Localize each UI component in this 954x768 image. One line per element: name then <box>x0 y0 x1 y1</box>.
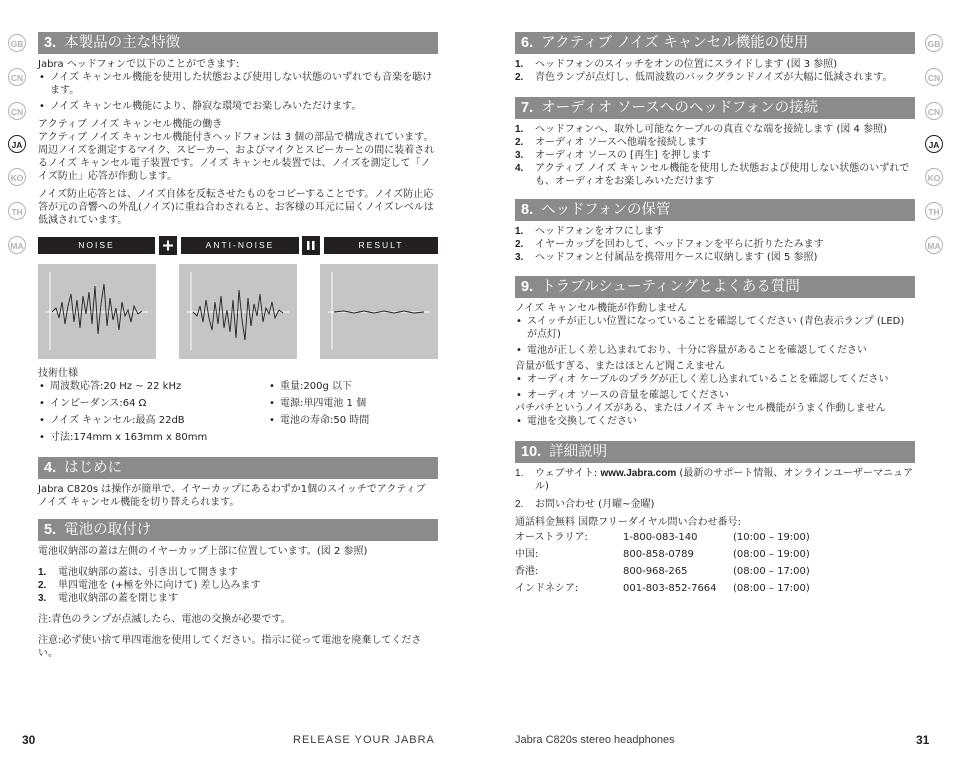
section-4-header: 4. はじめに <box>38 457 438 479</box>
s3-bullet: • ノイズ キャンセル機能により、静寂な環境でお楽しみいただけます。 <box>38 100 438 113</box>
faq-question: パチパチというノイズがある、またはノイズ キャンセル機能がうまく作動しません <box>515 403 886 414</box>
hotline-row: オーストラリア: 1-800-083-140 (10:00 – 19:00) <box>515 532 810 543</box>
s3-p2: ノイズ防止応答とは、ノイズ自体を反転させたものをコピーすることです。ノイズ防止応答が元の音響への外乱(ノイズ)に重ね合わされると、お客様の耳元に届くノイズレベルは低減されています。 <box>38 189 434 226</box>
page-number-right: 31 <box>916 733 930 747</box>
pause-icon <box>302 236 320 255</box>
s7-step: 1. ヘッドフォンへ、取外し可能なケーブルの真直ぐな端を接続します (図 4 参照) <box>515 124 888 135</box>
s8-step: 1. ヘッドフォンをオフにします <box>515 226 664 237</box>
lang-tab-ko[interactable]: KO <box>8 168 26 186</box>
spec-item: • 電源:単四電池 1 個 <box>268 397 369 410</box>
s4-paragraph: Jabra C820s は操作が簡単で、イヤーカップにあるわずか1個のスイッチでアクティブ ノイズ キャンセル機能を切り替えられます。 <box>38 484 426 508</box>
s7-step: 4. アクティブ ノイズ キャンセル機能を使用した状態および使用しない状態のいずれでも、オーディオをお楽しみいただけます <box>515 163 910 187</box>
section-10-header: 10. 詳細説明 <box>515 441 915 463</box>
spec-item: • 重量:200g 以下 <box>268 380 369 393</box>
lang-tab-ko-right[interactable]: KO <box>925 168 943 186</box>
section-8-header: 8. ヘッドフォンの保管 <box>515 199 915 221</box>
page-number-left: 30 <box>22 733 36 747</box>
lang-tab-gb[interactable]: GB <box>8 34 26 52</box>
s5-caution: 注意:必ず使い捨て単四電池を使用してください。指示に従って電池を廃棄してください。 <box>38 635 422 659</box>
s3-p1: アクティブ ノイズ キャンセル機能付きヘッドフォンは 3 個の部品で構成されています。周辺ノイズを測定するマイク、スピーカー、およびマイクとスピーカーとの間に装着されるノイズ キャンセル電子装置です。ノイズ キャンセル装置では、ノイズを測定して「ノイズ防止」応答が作動します。 <box>38 132 435 182</box>
faq-question: 音量が低すぎる、またはほとんど聞こえません <box>515 361 725 372</box>
hotline-title: 通話料金無料 国際フリーダイヤル問い合わせ番号: <box>515 517 741 528</box>
lang-tab-ma-right[interactable]: MA <box>925 236 943 254</box>
lang-tab-ma[interactable]: MA <box>8 236 26 254</box>
plus-icon <box>159 236 177 255</box>
hotline-row: 中国: 800-858-0789 (08:00 – 19:00) <box>515 549 810 560</box>
section-9-header: 9. トラブルシューティングとよくある質問 <box>515 276 915 298</box>
s10-item: 1. ウェブサイト: www.Jabra.com (最新のサポート情報、オンラインユーザーマニュアル) <box>515 468 914 492</box>
s5-note: 注:青色のランプが点滅したら、電池の交換が必要です。 <box>38 614 291 625</box>
noise-waveform <box>38 264 156 359</box>
lang-tab-cn[interactable]: CN <box>8 68 26 86</box>
hotline-row: インドネシア: 001-803-852-7664 (08:00 – 17:00) <box>515 583 810 594</box>
s7-step: 3. オーディオ ソースの [再生] を押します <box>515 150 712 161</box>
faq-answer: • 電池を交換してください <box>515 415 915 428</box>
s5-paragraph: 電池収納部の蓋は左側のイヤーカップ上部に位置しています。(図 2 参照) <box>38 546 368 557</box>
faq-question: ノイズ キャンセル機能が作動しません <box>515 303 688 314</box>
lang-tab-ja[interactable]: JA <box>8 135 26 153</box>
section-5-header: 5. 電池の取付け <box>38 519 438 541</box>
result-waveform <box>320 264 438 359</box>
s8-step: 3. ヘッドフォンと付属品を携帯用ケースに収納します (図 5 参照) <box>515 252 818 263</box>
spec-item: • ノイズ キャンセル:最高 22dB <box>38 414 268 427</box>
hotline-row: 香港: 800-968-265 (08:00 – 17:00) <box>515 566 810 577</box>
footer-right: Jabra C820s stereo headphones <box>515 734 675 746</box>
anti-noise-waveform <box>179 264 297 359</box>
s3-intro: Jabra ヘッドフォンで以下のことができます: <box>38 59 240 70</box>
spec-item: • インピーダンス:64 Ω <box>38 397 268 410</box>
s5-step: 1. 電池収納部の蓋は、引き出して開きます <box>38 567 238 578</box>
hotline-table <box>515 529 915 597</box>
section-3-header: 3. 本製品の主な特徴 <box>38 32 438 54</box>
specs-list <box>38 380 438 444</box>
lang-tab-th-right[interactable]: TH <box>925 202 943 220</box>
result-label: RESULT <box>324 237 438 254</box>
lang-tab-gb-right[interactable]: GB <box>925 34 943 52</box>
left-page <box>38 32 438 660</box>
faq-answer: • スイッチが正しい位置になっていることを確認してください (青色表示ランプ (LED) が点灯) <box>515 315 915 341</box>
spec-item: • 周波数応答:20 Hz ~ 22 kHz <box>38 380 268 393</box>
s8-step: 2. イヤーカップを回わして、ヘッドフォンを平らに折りたたみます <box>515 239 824 250</box>
faq-answer: • オーディオ ケーブルのプラグが正しく差し込まれていることを確認してください <box>515 373 915 386</box>
right-page <box>515 32 915 597</box>
faq-answer: • 電池が正しく差し込まれており、十分に容量があることを確認してください <box>515 344 915 357</box>
lang-tab-cn-2[interactable]: CN <box>8 102 26 120</box>
s5-step: 3. 電池収納部の蓋を閉じます <box>38 593 178 604</box>
s3-bullet: • ノイズ キャンセル機能を使用した状態および使用しない状態のいずれでも音楽を聴けます。 <box>38 71 438 97</box>
s6-step: 1. ヘッドフォンのスイッチをオンの位置にスライドします (図 3 参照) <box>515 59 838 70</box>
noise-label: NOISE <box>38 237 155 254</box>
lang-tab-cn2-right[interactable]: CN <box>925 102 943 120</box>
s6-step: 2. 青色ランプが点灯し、低周波数のバックグランドノイズが大幅に低減されます。 <box>515 72 893 83</box>
s5-step: 2. 単四電池を (+極を外に向けて) 差し込みます <box>38 580 261 591</box>
spec-item: • 電池の寿命:50 時間 <box>268 414 369 427</box>
lang-tab-th[interactable]: TH <box>8 202 26 220</box>
section-6-header: 6. アクティブ ノイズ キャンセル機能の使用 <box>515 32 915 54</box>
noise-diagram <box>38 237 438 359</box>
s7-step: 2. オーディオ ソースへ他端を接続します <box>515 137 707 148</box>
spec-item: • 寸法:174mm x 163mm x 80mm <box>38 431 268 444</box>
lang-tab-ja-right[interactable]: JA <box>925 135 943 153</box>
lang-tab-cn-right[interactable]: CN <box>925 68 943 86</box>
footer-left: RELEASE YOUR JABRA <box>293 734 435 746</box>
faq-answer: • オーディオ ソースの音量を確認してください <box>515 389 915 402</box>
section-7-header: 7. オーディオ ソースへのヘッドフォンの接続 <box>515 97 915 119</box>
s3-p1-title: アクティブ ノイズ キャンセル機能の働き <box>38 119 223 130</box>
specs-title: 技術仕様 <box>38 368 78 379</box>
jabra-website-link[interactable]: www.Jabra.com <box>600 468 677 479</box>
anti-noise-label: ANTI-NOISE <box>181 237 299 254</box>
s10-item: 2. お問い合わせ (月曜~金曜) <box>515 499 655 510</box>
